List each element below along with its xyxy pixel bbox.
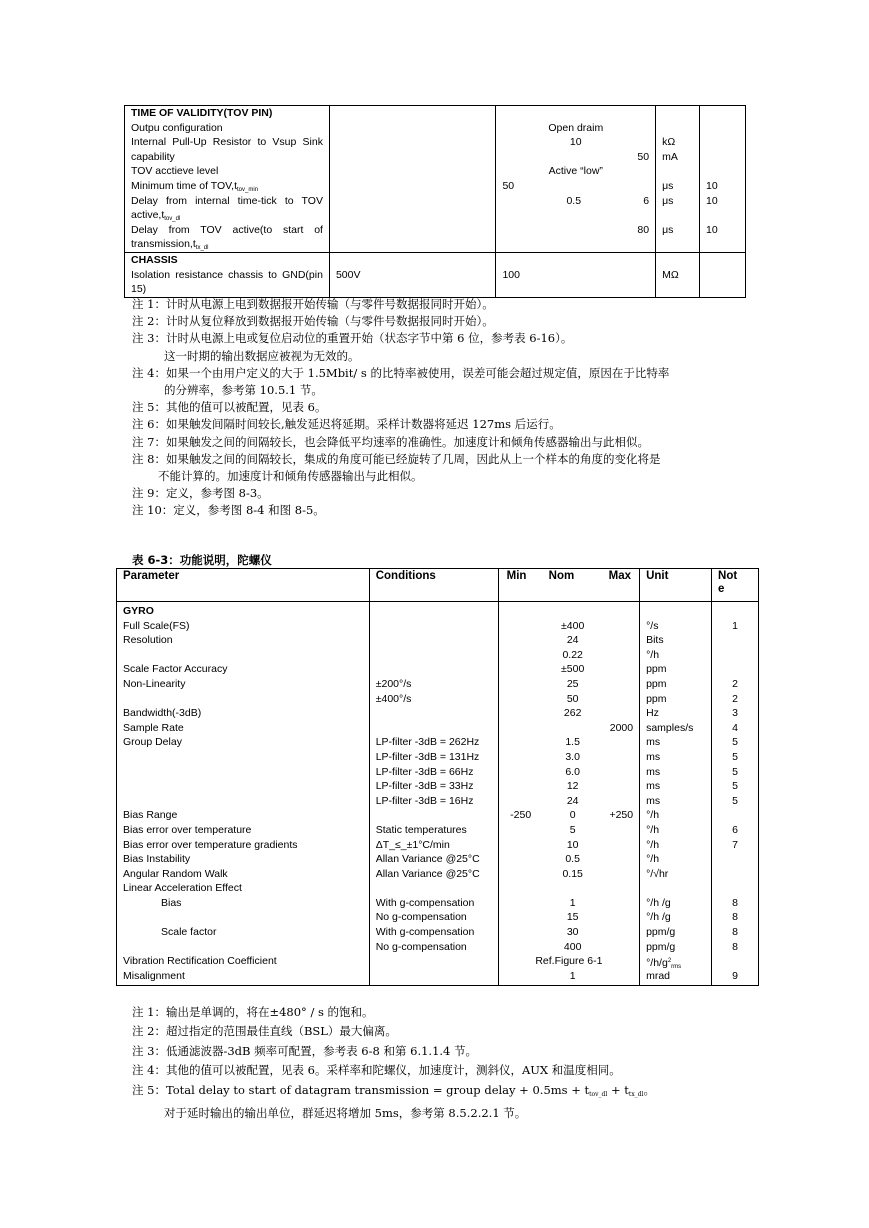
gyro-unit: ppm/g xyxy=(646,940,676,953)
gyro-unit: °/h xyxy=(646,809,660,822)
gyro-value-cell xyxy=(499,808,639,823)
gyro-unit: °/h /g xyxy=(646,911,671,924)
gyro-value-cell xyxy=(499,662,639,677)
tov-conditions-cell xyxy=(329,106,496,253)
gyro-unit: °/√hr xyxy=(646,867,669,880)
tov-section-row xyxy=(125,106,746,253)
gyro-value-cell xyxy=(499,881,639,896)
notes-block-1 xyxy=(132,296,669,520)
gyro-parameter: Group Delay xyxy=(123,736,182,749)
gyro-note xyxy=(718,662,752,677)
gyro-unit xyxy=(646,881,705,896)
chassis-parameter-cell xyxy=(125,252,330,297)
gyro-nom: 24 xyxy=(566,794,579,807)
tov-note: 10 xyxy=(706,179,718,192)
gyro-parameter-column xyxy=(117,602,370,986)
gyro-parameter: Misalignment xyxy=(123,969,185,982)
note-line: 注 4：其他的值可以被配置，见表 6。采样率和陀螺仪，加速度计，测斜仪，AUX 和温度相同。 xyxy=(132,1063,621,1078)
gyro-unit-column xyxy=(640,602,712,986)
gyro-condition xyxy=(376,969,492,984)
tov-header: TIME OF VALIDITY(TOV PIN) xyxy=(131,107,273,119)
gyro-parameter: Bias Instability xyxy=(123,853,191,866)
gyro-min: -250 xyxy=(510,809,532,822)
gyro-unit: ms xyxy=(646,736,661,749)
gyro-note: 9 xyxy=(732,969,738,982)
gyro-parameter xyxy=(123,794,363,809)
gyro-note xyxy=(718,808,752,823)
gyro-note: 5 xyxy=(732,765,738,778)
gyro-parameter xyxy=(123,750,363,765)
gyro-unit: mrad xyxy=(646,969,671,982)
gyro-note: 4 xyxy=(732,721,738,734)
tov-unit: kΩ xyxy=(662,136,676,149)
note-line: 注 9：定义，参考图 8-3。 xyxy=(132,486,269,501)
gyro-condition: ΔT_≤_±1°C/min xyxy=(375,838,450,851)
gyro-parameter: Scale Factor Accuracy xyxy=(123,663,228,676)
gyro-parameter: Bias xyxy=(161,896,182,909)
gyro-nom: ±500 xyxy=(561,663,585,676)
gyro-unit: Bits xyxy=(646,634,664,647)
note-line: 的分辨率，参考第 10.5.1 节。 xyxy=(164,383,323,398)
gyro-value-cell xyxy=(499,794,639,809)
gyro-parameter: Angular Random Walk xyxy=(123,867,228,880)
gyro-note-column xyxy=(712,602,759,986)
gyro-note: 5 xyxy=(732,736,738,749)
notes-block-2 xyxy=(132,1003,655,1123)
gyro-max: 2000 xyxy=(609,721,634,734)
gyro-unit: °/h /g xyxy=(646,896,671,909)
gyro-parameter: Bias error over temperature gradients xyxy=(123,838,298,851)
tov-parameter-cell xyxy=(125,106,330,253)
gyro-nom: 30 xyxy=(566,926,579,939)
chassis-unit-cell xyxy=(656,252,700,297)
gyro-value-cell xyxy=(499,954,639,969)
gyro-parameter xyxy=(123,779,363,794)
gyro-nom: 1 xyxy=(569,969,576,982)
tov-unit-cell xyxy=(656,106,700,253)
tov-label: $transmission,t_{tx\_dl}$ xyxy=(131,238,209,252)
gyro-parameter: Resolution xyxy=(123,634,173,647)
chassis-unit: MΩ xyxy=(662,268,679,281)
gyro-unit: °/s xyxy=(646,619,659,632)
gyro-unit: $^\circ/h/g^2_{rms}$ xyxy=(646,957,682,971)
chassis-cond: 500V xyxy=(335,268,361,281)
chassis-section-row xyxy=(125,252,746,297)
gyro-note: 5 xyxy=(732,794,738,807)
gyro-body-row xyxy=(117,602,759,986)
tov-value: 50 xyxy=(637,150,650,163)
gyro-parameter: Vibration Rectification Coefficient xyxy=(123,955,277,968)
gyro-nom: ±400 xyxy=(561,619,585,632)
tov-value: 0.5 6 xyxy=(566,194,650,207)
gyro-unit: °/h xyxy=(646,838,660,851)
gyro-note: 6 xyxy=(732,823,738,836)
tov-value: Open draim xyxy=(548,121,604,134)
gyro-condition xyxy=(376,721,492,736)
tov-value: 50 xyxy=(502,179,515,192)
gyro-note: 8 xyxy=(732,940,738,953)
gyro-nom: 1.5 xyxy=(565,736,580,749)
gyro-value-cell xyxy=(499,823,639,838)
tov-unit: μs xyxy=(662,194,674,207)
gyro-parameter: Bandwidth(-3dB) xyxy=(123,707,202,720)
gyro-condition: LP-filter -3dB = 262Hz xyxy=(375,736,480,749)
gyro-note xyxy=(718,852,752,867)
header-parameter: Parameter xyxy=(117,569,370,602)
gyro-note xyxy=(718,633,752,648)
gyro-nom: 0.22 xyxy=(562,648,583,661)
gyro-unit: samples/s xyxy=(646,721,694,734)
gyro-unit: Hz xyxy=(646,707,659,720)
gyro-note: 2 xyxy=(732,677,738,690)
gyro-value-cell xyxy=(499,779,639,794)
gyro-value-cell xyxy=(499,721,639,736)
gyro-condition xyxy=(376,633,492,648)
gyro-values-column xyxy=(498,602,639,986)
gyro-note xyxy=(718,881,752,896)
gyro-value-span: Ref.Figure 6-1 xyxy=(535,955,603,968)
gyro-note: 8 xyxy=(732,896,738,909)
tov-unit: μs xyxy=(662,223,674,236)
gyro-value-cell xyxy=(499,692,639,707)
tov-unit: mA xyxy=(662,150,678,163)
gyro-note xyxy=(718,867,752,882)
gyro-value-cell xyxy=(499,969,639,984)
gyro-unit: ppm xyxy=(646,677,667,690)
gyro-parameter xyxy=(123,910,363,925)
gyro-value-cell xyxy=(499,852,639,867)
gyro-nom: 15 xyxy=(566,911,579,924)
gyro-nom: 5 xyxy=(569,823,576,836)
header-conditions: Conditions xyxy=(369,569,498,602)
gyro-parameter: Scale factor xyxy=(161,926,217,939)
gyro-parameter xyxy=(123,940,363,955)
tov-note: 10 xyxy=(706,194,718,207)
tov-chassis-table xyxy=(124,105,746,298)
gyro-note: 8 xyxy=(732,926,738,939)
gyro-unit: ms xyxy=(646,750,661,763)
gyro-unit: ms xyxy=(646,765,661,778)
gyro-unit: ms xyxy=(646,780,661,793)
gyro-value-cell xyxy=(499,677,639,692)
gyro-parameter xyxy=(123,765,363,780)
gyro-note: 3 xyxy=(732,707,738,720)
chassis-header: CHASSIS xyxy=(131,253,178,266)
table-caption: 表 6-3：功能说明，陀螺仪 xyxy=(132,553,272,567)
gyro-nom: 0 xyxy=(569,809,576,822)
gyro-condition: Static temperatures xyxy=(375,823,467,836)
note-line: 注 10：定义，参考图 8-4 和图 8-5。 xyxy=(132,503,325,518)
gyro-note: 1 xyxy=(732,619,738,632)
gyro-value-cell xyxy=(499,735,639,750)
gyro-condition: LP-filter -3dB = 66Hz xyxy=(375,765,474,778)
gyro-parameter: Bias error over temperature xyxy=(123,823,252,836)
gyro-value-cell xyxy=(499,648,639,663)
gyro-note: 8 xyxy=(732,911,738,924)
note-line: 注 4：如果一个由用户定义的大于 1.5Mbit/ s 的比特率被使用，误差可能会超过规定值，原因在于比特率 xyxy=(132,365,670,380)
tov-label: Internal Pull-Up Resistor to Vsup Sink xyxy=(131,136,323,149)
gyro-unit: °/h xyxy=(646,648,660,661)
note-line: 注 8：如果触发之间的间隔较长，集成的角度可能已经旋转了几周，因此从上一个样本的角度的变化将是 xyxy=(132,451,661,466)
header-min: Min xyxy=(506,570,527,582)
gyro-condition: With g-compensation xyxy=(375,926,475,939)
note-line: 注 1：计时从电源上电到数据报开始传输（与零件号数据报同时开始）。 xyxy=(132,297,494,311)
note-line: 这一时期的输出数据应被视为无效的。 xyxy=(164,348,360,363)
gyro-parameter: Linear Acceleration Effect xyxy=(123,882,242,895)
tov-label: Outpu configuration xyxy=(131,121,223,134)
gyro-value-cell xyxy=(499,896,639,911)
gyro-note xyxy=(718,954,752,969)
gyro-condition: ±400°/s xyxy=(375,692,412,705)
note-line: 注 1：输出是单调的，将在±480° / s 的饱和。 xyxy=(132,1005,374,1019)
gyro-condition xyxy=(376,706,492,721)
gyro-nom: 262 xyxy=(563,707,582,720)
header-unit: Unit xyxy=(640,569,712,602)
gyro-value-cell xyxy=(499,940,639,955)
header-nom: Nom xyxy=(548,570,575,582)
gyro-condition: Allan Variance @25°C xyxy=(375,853,480,866)
gyro-unit: °/h xyxy=(646,853,660,866)
tov-value: 10 xyxy=(569,136,582,149)
note-line: 注 2：计时从复位释放到数据报开始传输（与零件号数据报同时开始）。 xyxy=(132,314,494,329)
chassis-note-cell xyxy=(700,252,746,297)
gyro-nom: 50 xyxy=(566,692,579,705)
gyro-note xyxy=(718,648,752,663)
tov-label: Delay from TOV active(to start of xyxy=(131,223,323,236)
chassis-values-cell xyxy=(496,252,656,297)
gyro-parameter: Bias Range xyxy=(123,809,178,822)
gyro-unit: °/h xyxy=(646,823,660,836)
note-line: 注 3：低通滤波器-3dB 频率可配置，参考表 6-8 和第 6.1.1.4 节。 xyxy=(132,1043,478,1058)
gyro-nom: 1 xyxy=(569,896,576,909)
note-line: 不能计算的。加速度计和倾角传感器输出与此相似。 xyxy=(158,469,423,484)
gyro-conditions-column xyxy=(369,602,498,986)
tov-value: Active “low” xyxy=(548,165,603,178)
gyro-value-cell xyxy=(499,910,639,925)
gyro-nom: 0.15 xyxy=(562,867,583,880)
note-line: 对于延时输出的输出单位，群延迟将增加 5ms，参考第 8.5.2.2.1 节。 xyxy=(164,1106,527,1121)
gyro-nom: 3.0 xyxy=(565,750,580,763)
gyro-condition xyxy=(376,808,492,823)
tov-values-cell xyxy=(496,106,656,253)
tov-unit: μs xyxy=(662,179,674,192)
tov-label: Delay from internal time-tick to TOV xyxy=(131,194,323,207)
gyro-condition: LP-filter -3dB = 33Hz xyxy=(375,780,474,793)
gyro-condition: ±200°/s xyxy=(375,677,412,690)
gyro-condition xyxy=(376,662,492,677)
gyro-value-cell xyxy=(499,706,639,721)
gyro-condition xyxy=(376,881,492,896)
gyro-value-cell xyxy=(499,838,639,853)
gyro-value-cell xyxy=(499,750,639,765)
gyro-condition xyxy=(376,648,492,663)
gyro-condition: LP-filter -3dB = 16Hz xyxy=(375,794,474,807)
tov-label: Minimum time of $TOV,t_{tov\_min}$ xyxy=(131,179,259,193)
gyro-header-row xyxy=(117,569,759,602)
gyro-max: +250 xyxy=(609,809,634,822)
gyro-value-cell xyxy=(499,765,639,780)
gyro-nom: 25 xyxy=(566,677,579,690)
gyro-nom: 12 xyxy=(566,780,579,793)
gyro-condition: No g-compensation xyxy=(375,940,467,953)
note-line: 注 2：超过指定的范围最佳直线（BSL）最大偏离。 xyxy=(132,1024,397,1039)
note-line: 注 7：如果触发之间的间隔较长，也会降低平均速率的准确性。加速度计和倾角传感器输出与此相似。 xyxy=(132,434,649,449)
gyro-note: 2 xyxy=(732,692,738,705)
tov-label: TOV acctieve level xyxy=(131,165,219,178)
gyro-unit: ppm/g xyxy=(646,926,676,939)
gyro-parameter xyxy=(123,692,363,707)
gyro-condition: With g-compensation xyxy=(375,896,475,909)
chassis-min: 100 xyxy=(502,268,520,281)
chassis-label: 15) xyxy=(131,283,147,296)
gyro-unit: ppm xyxy=(646,692,667,705)
tov-label: $active,t_{tov\_dl}$ xyxy=(131,209,181,223)
gyro-condition xyxy=(376,619,492,634)
gyro-value-cell xyxy=(499,619,639,634)
gyro-spec-table xyxy=(116,568,759,986)
tov-note-cell xyxy=(700,106,746,253)
header-note: Not e xyxy=(712,569,759,602)
gyro-value-cell xyxy=(499,633,639,648)
gyro-note: 5 xyxy=(732,750,738,763)
gyro-value-cell xyxy=(499,925,639,940)
gyro-parameter: Full Scale(FS) xyxy=(123,619,190,632)
gyro-unit: ms xyxy=(646,794,661,807)
gyro-note: 7 xyxy=(732,838,738,851)
gyro-nom: 10 xyxy=(566,838,579,851)
chassis-conditions-cell xyxy=(329,252,496,297)
note-line: 注 5：Total delay to start of datagram transmission = group delay + $0.5ms + t_{tov\_dl} + t_{tx\_dl}$。 xyxy=(132,1082,655,1098)
note-line: 注 6：如果触发间隔时间较长,触发延迟将延期。采样计数器将延迟 127ms 后运行。 xyxy=(132,417,561,432)
gyro-nom: 0.5 xyxy=(565,853,580,866)
tov-label: capability xyxy=(131,150,175,163)
gyro-condition: No g-compensation xyxy=(375,911,467,924)
gyro-note: 5 xyxy=(732,780,738,793)
header-min-nom-max xyxy=(498,569,639,602)
gyro-condition: LP-filter -3dB = 131Hz xyxy=(375,750,480,763)
note-line: 注 3：计时从电源上电或复位启动位的重置开始（状态字节中第 6 位，参考表 6-16）。 xyxy=(132,331,573,346)
gyro-nom: 24 xyxy=(566,634,579,647)
note-line: 注 5：其他的值可以被配置，见表 6。 xyxy=(132,400,327,415)
gyro-value-cell xyxy=(499,867,639,882)
gyro-section-title: GYRO xyxy=(123,605,154,617)
gyro-parameter xyxy=(123,648,363,663)
gyro-unit: ppm xyxy=(646,663,667,676)
gyro-condition xyxy=(376,954,492,969)
tov-value: 80 xyxy=(637,223,650,236)
header-max: Max xyxy=(608,570,632,582)
gyro-condition: Allan Variance @25°C xyxy=(375,867,480,880)
chassis-label: Isolation resistance chassis to GND(pin xyxy=(131,268,323,281)
tov-note: 10 xyxy=(706,223,718,236)
gyro-parameter: Sample Rate xyxy=(123,721,184,734)
gyro-parameter: Non-Linearity xyxy=(123,677,186,690)
gyro-nom: 6.0 xyxy=(565,765,580,778)
gyro-nom: 400 xyxy=(563,940,582,953)
